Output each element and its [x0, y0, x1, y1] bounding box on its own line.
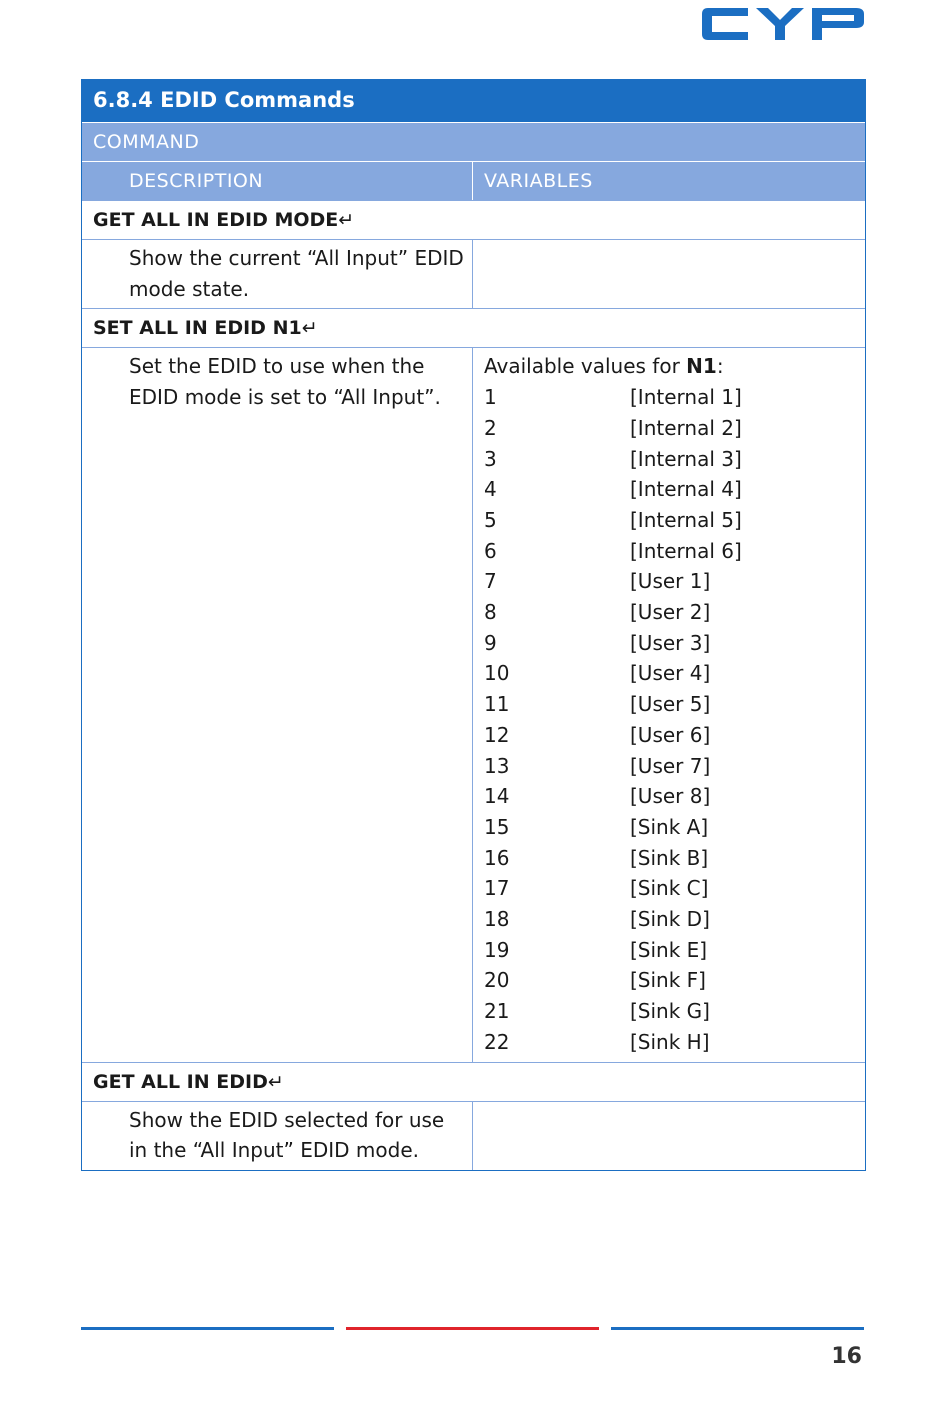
variable-value-row: [484, 597, 865, 628]
value-label: [Sink B]: [630, 845, 709, 870]
variable-value-row: [484, 812, 865, 843]
variable-value-row: [484, 444, 865, 475]
command-name: GET ALL IN EDID: [93, 1070, 268, 1093]
return-icon: ↵: [338, 209, 355, 231]
value-number: 12: [484, 722, 510, 747]
value-label: [Sink D]: [630, 907, 710, 932]
value-label: [User 7]: [630, 753, 711, 778]
command-description: Show the current “All Input” EDID mode state.: [82, 240, 473, 308]
value-label: [User 8]: [630, 784, 711, 809]
value-number: 1: [484, 385, 497, 410]
value-label: [Internal 2]: [630, 415, 742, 440]
command-variables: [473, 348, 865, 1061]
footer-rule-center: [346, 1327, 599, 1330]
edid-commands-table: [81, 79, 866, 1171]
value-number: 10: [484, 661, 510, 686]
variable-value-row: [484, 413, 865, 444]
description-row: [82, 347, 865, 1061]
command-name: GET ALL IN EDID MODE: [93, 209, 339, 231]
command-variables: [473, 240, 865, 308]
variable-value-row: [484, 873, 865, 904]
footer-rule-right: [611, 1327, 864, 1330]
variable-value-row: [484, 628, 865, 659]
command-description: Show the EDID selected for use in the “All Input” EDID mode.: [82, 1102, 473, 1170]
variable-param: N1: [686, 354, 717, 379]
variable-value-row: [484, 781, 865, 812]
value-label: [User 5]: [630, 692, 711, 717]
value-label: [User 6]: [630, 722, 711, 747]
variable-value-row: [484, 965, 865, 996]
value-number: 9: [484, 630, 497, 655]
variables-header: VARIABLES: [484, 170, 593, 192]
command-header: COMMAND: [82, 122, 865, 161]
value-number: 14: [484, 784, 510, 809]
command-row: [82, 200, 865, 239]
column-headers: [82, 161, 865, 200]
variable-value-row: [484, 751, 865, 782]
value-number: 11: [484, 692, 510, 717]
variable-value-row: [484, 1027, 865, 1058]
value-label: [Internal 1]: [630, 385, 742, 410]
value-number: 6: [484, 538, 497, 563]
value-number: 19: [484, 937, 510, 962]
page-number: 16: [831, 1344, 862, 1369]
value-number: 16: [484, 845, 510, 870]
value-label: [User 1]: [630, 569, 711, 594]
value-number: 13: [484, 753, 510, 778]
return-icon: ↵: [267, 1070, 284, 1093]
value-label: [Sink A]: [630, 814, 709, 839]
value-number: 4: [484, 477, 497, 502]
value-label: [Sink E]: [630, 937, 708, 962]
value-number: 5: [484, 507, 497, 532]
value-number: 18: [484, 907, 510, 932]
return-icon: ↵: [301, 317, 318, 340]
variable-value-row: [484, 720, 865, 751]
variable-value-row: [484, 904, 865, 935]
value-label: [Internal 6]: [630, 538, 742, 563]
value-label: [User 2]: [630, 600, 711, 625]
command-name: SET ALL IN EDID N1: [93, 317, 302, 340]
value-number: 22: [484, 1029, 510, 1054]
value-label: [Internal 5]: [630, 507, 742, 532]
section-title: 6.8.4 EDID Commands: [82, 79, 865, 122]
value-number: 2: [484, 415, 497, 440]
command-row: [82, 308, 865, 347]
value-number: 20: [484, 968, 510, 993]
variable-value-row: [484, 474, 865, 505]
variables-intro: [484, 351, 865, 382]
variable-value-row: [484, 996, 865, 1027]
variable-value-row: [484, 658, 865, 689]
command-row: [82, 1062, 865, 1101]
description-header: DESCRIPTION: [82, 162, 473, 200]
value-number: 7: [484, 569, 497, 594]
cyp-logo: [700, 8, 864, 40]
description-row: [82, 1101, 865, 1170]
variable-values-list: [484, 382, 865, 1057]
variable-value-row: [484, 689, 865, 720]
command-variables: [473, 1102, 865, 1170]
variable-value-row: [484, 935, 865, 966]
value-label: [Sink F]: [630, 968, 706, 993]
variable-value-row: [484, 536, 865, 567]
value-label: [Internal 3]: [630, 446, 742, 471]
variable-value-row: [484, 505, 865, 536]
variables-suffix: :: [716, 354, 724, 379]
value-number: 8: [484, 600, 497, 625]
value-label: [User 4]: [630, 661, 711, 686]
value-label: [Sink H]: [630, 1029, 710, 1054]
value-number: 17: [484, 876, 510, 901]
variable-value-row: [484, 843, 865, 874]
value-number: 3: [484, 446, 497, 471]
variable-value-row: [484, 566, 865, 597]
value-label: [Sink C]: [630, 876, 709, 901]
footer-rule-left: [81, 1327, 334, 1330]
description-row: [82, 239, 865, 308]
value-label: [Sink G]: [630, 999, 710, 1024]
value-label: [Internal 4]: [630, 477, 742, 502]
variables-intro-text: Available values for: [484, 354, 687, 379]
variable-value-row: [484, 382, 865, 413]
command-description: Set the EDID to use when the EDID mode is set to “All Input”.: [82, 348, 473, 1061]
value-number: 21: [484, 999, 510, 1024]
value-label: [User 3]: [630, 630, 711, 655]
value-number: 15: [484, 814, 510, 839]
